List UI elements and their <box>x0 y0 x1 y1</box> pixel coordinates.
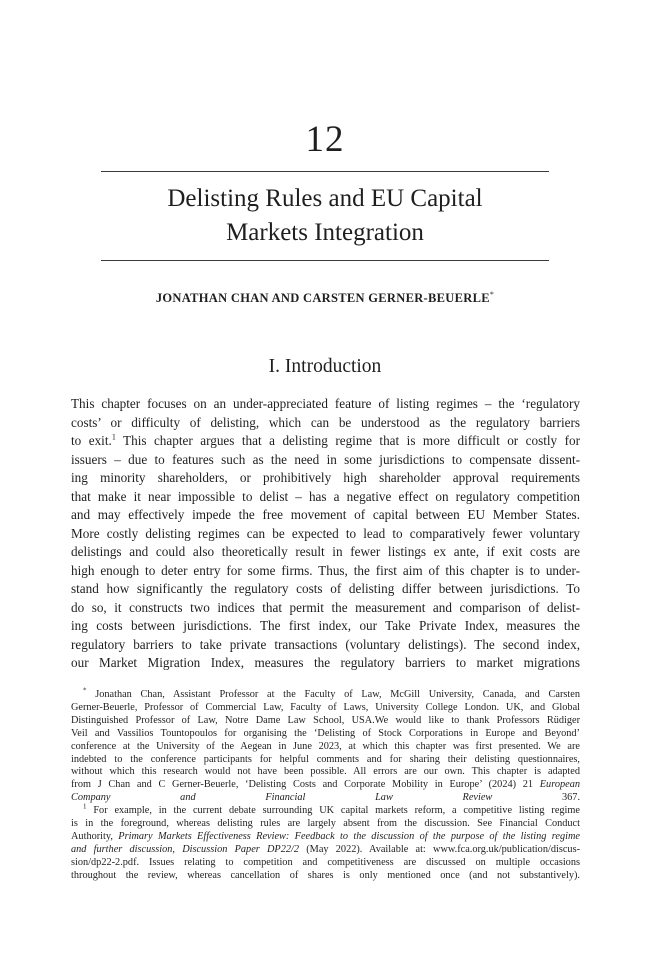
body-line: issuers – due to features such as the need in some jurisdictions to compensate dissent- <box>71 451 580 467</box>
footnote-line: indebted to the conference participants for helpful comments and for sharing their delisting questionnaires, <box>71 753 580 765</box>
journal-title: Company and Financial Law Review <box>71 792 493 804</box>
footnote-line: Veil and Vassilios Tountopoulos for organising the ‘Delisting of Stock Corporations in Europe and Beyond’ <box>71 727 580 739</box>
footnote-text: Jonathan Chan, Assistant Professor at the Faculty of Law, McGill University, Canada, and Carsten <box>86 689 580 700</box>
title-rule-top <box>101 171 549 172</box>
body-text-run: This chapter argues that a delisting regime that is more difficult or costly for <box>115 433 580 448</box>
body-line: our Market Migration Index, measures the regulatory barriers to market migrations <box>71 655 580 670</box>
body-line: do so, it constructs two indices that permit the measurement and comparison of delist- <box>71 599 580 615</box>
body-line <box>71 432 580 451</box>
body-line: and may effectively impede the free movement of capital between EU Member States. <box>71 507 580 522</box>
footnote-star <box>71 686 581 805</box>
document-title: Primary Markets Effectiveness Review: Feedback to the discussion of the purpose of the listing regime <box>118 830 580 842</box>
body-text-run: to exit. <box>71 433 112 448</box>
footnote-text: Authority, <box>71 830 119 842</box>
body-line: costs’ or difficulty of delisting, which can be understood as the regulatory barriers <box>71 414 580 430</box>
footnote-line: is in the foreground, whereas delisting rules are largely absent from the discussion. See Financial Conduct <box>71 818 580 830</box>
body-line: that make it near impossible to delist – has a negative effect on regulatory competition <box>71 488 580 504</box>
chapter-title-line: Delisting Rules and EU Capital <box>167 185 483 212</box>
footnote-mark: * <box>83 686 87 695</box>
footnote-ref: 1 <box>111 432 116 442</box>
authors-footnote-mark: * <box>489 290 495 299</box>
chapter-title <box>101 182 549 250</box>
footnote-line <box>71 779 580 792</box>
authors-names: JONATHAN CHAN AND CARSTEN GERNER-BEUERLE <box>155 291 490 306</box>
footnote-mark: 1 <box>83 802 87 811</box>
title-rule-bottom <box>101 260 549 261</box>
body-line: ing minority shareholders, or prohibitively high shareholder approval requirements <box>71 470 580 485</box>
footnote-line <box>71 792 580 805</box>
body-line: delistings and could also theoretically result in fewer listings ex ante, if exit costs are <box>71 544 580 559</box>
body-line: stand how significantly the regulatory costs of delisting differ between jurisdictions. To <box>71 581 580 596</box>
footnotes <box>71 686 581 883</box>
body-line: regulatory barriers to take private transactions (voluntary delistings). The second index, <box>71 636 580 652</box>
footnote-line <box>71 686 580 702</box>
footnote-text: (May 2022). Available at: www.fca.org.uk/publication/discus- <box>299 843 581 855</box>
footnote-text: 367. <box>492 792 581 804</box>
document-title: and further discussion, Discussion Paper DP22/2 <box>71 843 300 855</box>
section-heading: I. Introduction <box>268 356 382 377</box>
footnote-line <box>71 844 580 857</box>
footnote-text: from J Chan and C Gerner-Beuerle, ‘Delisting Costs and Corporate Mobility in Europe’ (2024) 21 <box>71 779 540 791</box>
body-paragraph <box>71 395 580 673</box>
footnote-line: Distinguished Professor of Law, Notre Dame Law School, USA.We would like to thank Professors Rüdiger <box>71 714 580 726</box>
body-line: This chapter focuses on an under-appreciated feature of listing regimes – the ‘regulatory <box>71 396 580 411</box>
journal-title: European <box>539 779 580 791</box>
chapter-authors <box>0 290 650 306</box>
footnote-line: sion/dp22-2.pdf. Issues relating to competition and competitiveness are discussed on multiple occasions <box>71 856 580 868</box>
footnote-text: For example, in the current debate surrounding UK capital markets reform, a competitive listing regime <box>86 805 580 817</box>
body-line: high enough to deter entry for some firms. Thus, the first aim of this chapter is to under- <box>71 562 580 578</box>
footnote-line: conference at the University of the Aegean in June 2023, at which this chapter was first presented. We are <box>71 740 580 752</box>
footnote-line <box>71 831 580 844</box>
body-line: ing costs between jurisdictions. The first index, our Take Private Index, measures the <box>71 618 580 633</box>
chapter-title-line: Markets Integration <box>226 219 424 246</box>
footnote-1 <box>71 802 581 882</box>
body-line: More costly delisting regimes can be expected to lead to comparatively fewer voluntary <box>71 525 580 541</box>
footnote-line: throughout the review, whereas cancellation of shares is only mentioned once (and not substantively). <box>71 869 580 881</box>
footnote-line <box>71 802 580 818</box>
chapter-number: 12 <box>305 119 345 160</box>
footnote-line: Gerner-Beuerle, Professor of Commercial Law, Faculty of Laws, University College London. UK, and Global <box>71 701 580 713</box>
footnote-line: without which this research would not have been possible. All errors are our own. This chapter is adapted <box>71 766 580 778</box>
